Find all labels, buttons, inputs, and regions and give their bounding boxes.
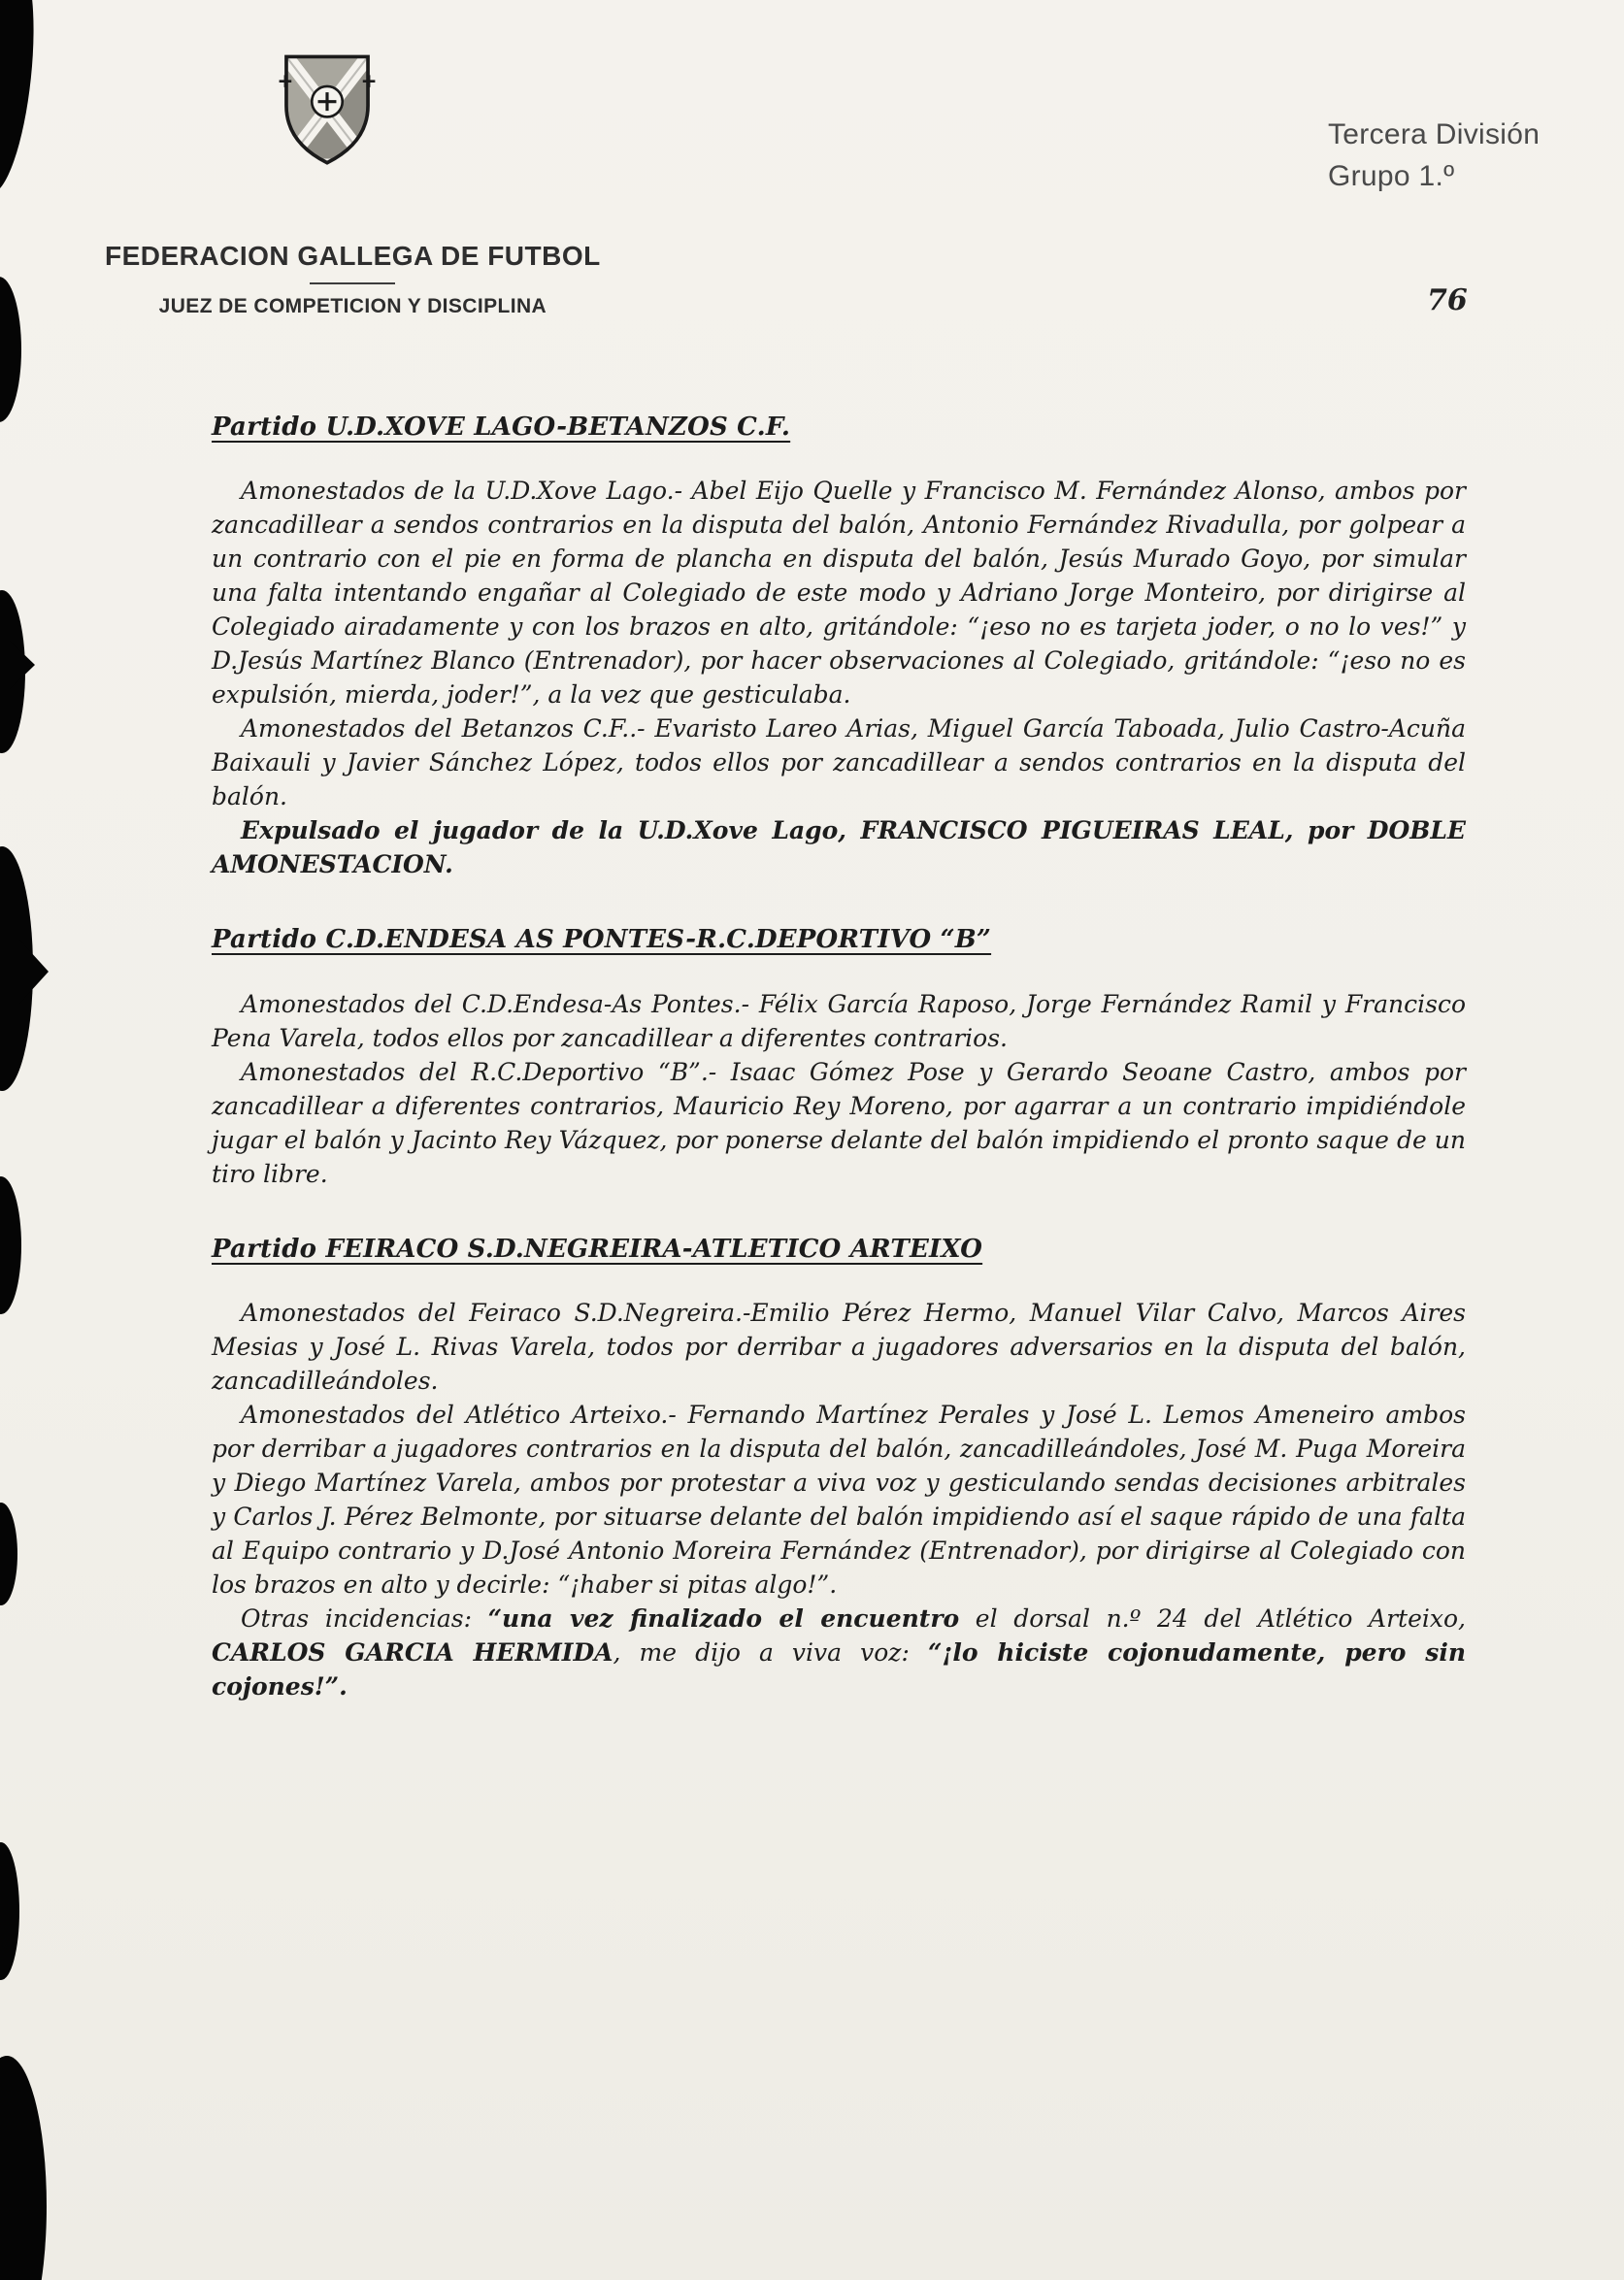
match-section (212, 1232, 1466, 1703)
federation-block (105, 241, 601, 318)
federation-crest (276, 49, 379, 169)
scan-artifact (0, 1842, 19, 1980)
paragraph-bold-text: Expulsado el jugador de la U.D.Xove Lago, FRANCISCO PIGUEIRAS LEAL, por DOBLE AMONESTACION. (212, 816, 1466, 879)
scan-artifact (0, 0, 44, 196)
paragraph-text: el dorsal n.º 24 del Atlético Arteixo, (959, 1604, 1466, 1634)
paragraph-text: , me dijo a viva voz: (613, 1638, 928, 1668)
divider-rule (310, 282, 395, 284)
division-block (1328, 115, 1540, 197)
section-title: Partido U.D.XOVE LAGO-BETANZOS C.F. (212, 413, 791, 442)
paragraph (212, 1602, 1466, 1703)
paragraph-bold-text: “¡lo hiciste cojonudamente, pero sin cojones!”. (212, 1638, 1466, 1702)
match-section (212, 410, 1466, 881)
scan-artifact (0, 2056, 47, 2280)
paragraph (212, 1296, 1466, 1398)
scan-artifact (0, 1176, 21, 1314)
paragraph-text: Amonestados del Feiraco S.D.Negreira.-Emilio Pérez Hermo, Manuel Vilar Calvo, Marcos Aires Mesias y José L. Rivas Varela, todos por derribar a jugadores adversarios en la disputa del balón, zancadilleándoles. (212, 1299, 1466, 1396)
match-section (212, 922, 1466, 1190)
division-label: Tercera División (1328, 118, 1541, 150)
federation-shield-icon (276, 49, 379, 169)
document-body (212, 410, 1466, 1744)
paragraph (212, 813, 1466, 881)
paragraph-text: Otras incidencias: (241, 1604, 488, 1634)
paragraph (212, 987, 1466, 1055)
federation-title: FEDERACION GALLEGA DE FUTBOL (105, 241, 601, 271)
paragraph-bold-text: CARLOS GARCIA HERMIDA (212, 1638, 613, 1668)
group-label: Grupo 1.º (1328, 159, 1455, 192)
paragraph-text: Amonestados del Betanzos C.F..- Evaristo Lareo Arias, Miguel García Taboada, Julio Castro-Acuña Baixauli y Javier Sánchez López, todos ellos por zancadillear a sendos contrarios en la disputa del balón. (212, 714, 1466, 811)
paragraph-text: Amonestados de la U.D.Xove Lago.- Abel Eijo Quelle y Francisco M. Fernández Alonso, ambos por zancadillear a sendos contrarios en la disputa del balón, Antonio Fernández Rivadulla, por golpear a un contrario con el pie en forma de plancha en disputa del balón, Jesús Murado Goyo, por simular una falta intentando engañar al Colegiado de este modo y Adriano Jorge Monteiro, por dirigirse al Colegiado airadamente y con los brazos en alto, gritándole: “¡eso no es tarjeta joder, o no lo ves!” y D.Jesús Martínez Blanco (Entrenador), por hacer observaciones al Colegiado, gritándole: “¡eso no es expulsión, mierda, joder!”, a la vez que gesticulaba. (212, 477, 1466, 710)
page-number: 76 (1427, 283, 1468, 317)
paragraph-text: Amonestados del R.C.Deportivo “B”.- Isaac Gómez Pose y Gerardo Seoane Castro, ambos por zancadillear a diferentes contrarios, Mauricio Rey Moreno, por agarrar a un contrario impidiéndole jugar el balón y Jacinto Rey Vázquez, por ponerse delante del balón impidiendo el pronto saque de un tiro libre. (212, 1057, 1466, 1188)
paragraph (212, 1398, 1466, 1602)
scan-artifact (19, 940, 49, 1004)
paragraph-text: Amonestados del Atlético Arteixo.- Fernando Martínez Perales y José L. Lemos Ameneiro ambos por derribar a jugadores contrarios en la disputa del balón, zancadilleándoles, José M. Puga Moreira y Diego Martínez Varela, ambos por protestar a viva voz y gesticulando sendas decisiones arbitrales y Carlos J. Pérez Belmonte, por situarse delante del balón impidiendo así el saque rápido de una falta al Equipo contrario y D.José Antonio Moreira Fernández (Entrenador), por dirigirse al Colegiado con los brazos en alto y decirle: “¡haber si pitas algo!”. (212, 1401, 1466, 1600)
paragraph-text: Amonestados del C.D.Endesa-As Pontes.- Félix García Raposo, Jorge Fernández Ramil y Francisco Pena Varela, todos ellos por zancadillear a diferentes contrarios. (212, 989, 1466, 1052)
scan-artifact (0, 277, 21, 422)
section-title: Partido FEIRACO S.D.NEGREIRA-ATLETICO ARTEIXO (212, 1234, 983, 1264)
paragraph-bold-text: “una vez finalizado el encuentro (487, 1604, 960, 1634)
paragraph (212, 711, 1466, 813)
section-title: Partido C.D.ENDESA AS PONTES-R.C.DEPORTIVO “B” (212, 925, 992, 955)
paragraph (212, 1055, 1466, 1191)
paragraph (212, 474, 1466, 711)
department-title: JUEZ DE COMPETICION Y DISCIPLINA (158, 295, 547, 317)
scan-artifact (0, 1503, 17, 1605)
